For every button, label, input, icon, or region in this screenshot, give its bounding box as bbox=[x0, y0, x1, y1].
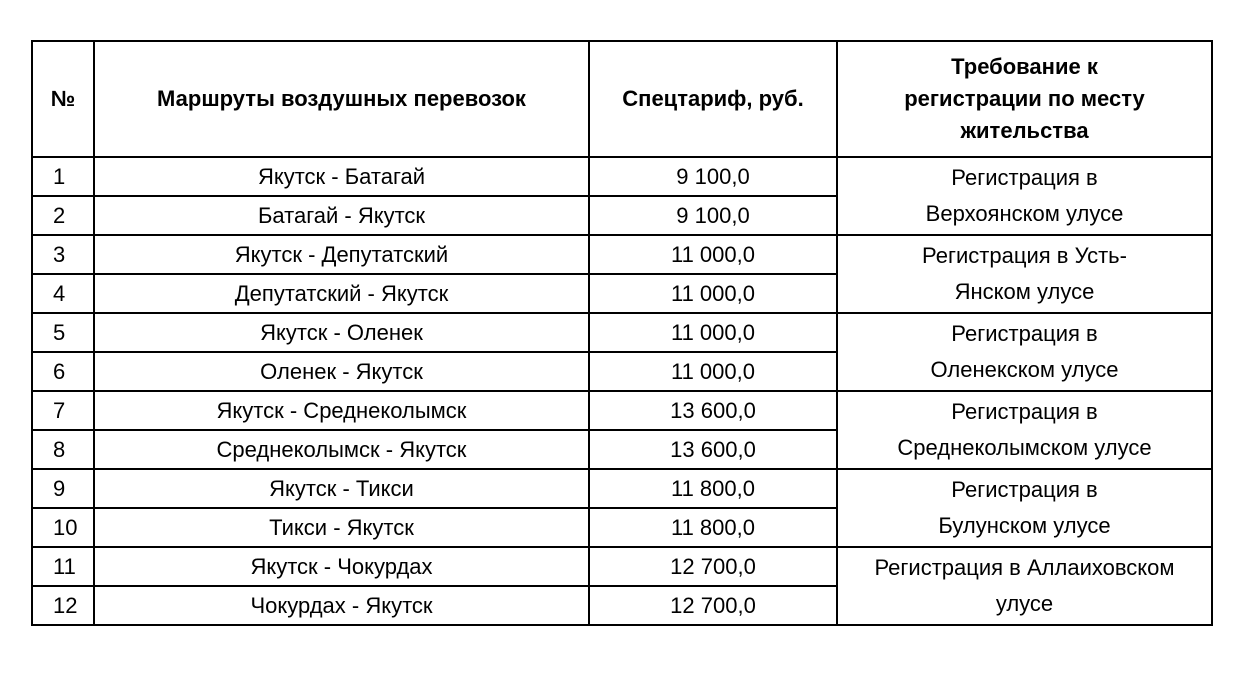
row-route: Якутск - Чокурдах bbox=[94, 547, 589, 586]
row-number: 12 bbox=[32, 586, 94, 625]
row-number: 2 bbox=[32, 196, 94, 235]
row-requirement bbox=[837, 313, 1212, 391]
header-route: Маршруты воздушных перевозок bbox=[94, 41, 589, 157]
row-route: Якутск - Среднеколымск bbox=[94, 391, 589, 430]
row-route: Якутск - Депутатский bbox=[94, 235, 589, 274]
requirement-text: Регистрация в Булунском улусе bbox=[938, 477, 1111, 538]
row-fare: 11 000,0 bbox=[589, 352, 837, 391]
row-requirement bbox=[837, 157, 1212, 235]
header-row bbox=[32, 41, 1212, 157]
table-row bbox=[32, 235, 1212, 274]
row-route: Оленек - Якутск bbox=[94, 352, 589, 391]
fares-table bbox=[31, 40, 1213, 626]
row-number: 11 bbox=[32, 547, 94, 586]
table-row bbox=[32, 313, 1212, 352]
row-route: Батагай - Якутск bbox=[94, 196, 589, 235]
requirement-text: Регистрация в Усть-Янском улусе bbox=[922, 243, 1127, 304]
row-route: Среднеколымск - Якутск bbox=[94, 430, 589, 469]
table-row bbox=[32, 391, 1212, 430]
row-fare: 11 000,0 bbox=[589, 274, 837, 313]
row-number: 9 bbox=[32, 469, 94, 508]
header-requirement-text: Требование к регистрации по месту жительства bbox=[904, 54, 1145, 143]
row-route: Якутск - Оленек bbox=[94, 313, 589, 352]
row-number: 3 bbox=[32, 235, 94, 274]
row-requirement bbox=[837, 391, 1212, 469]
row-route: Чокурдах - Якутск bbox=[94, 586, 589, 625]
row-number: 8 bbox=[32, 430, 94, 469]
row-route: Якутск - Тикси bbox=[94, 469, 589, 508]
row-route: Тикси - Якутск bbox=[94, 508, 589, 547]
row-fare: 13 600,0 bbox=[589, 430, 837, 469]
row-requirement bbox=[837, 469, 1212, 547]
header-fare: Спецтариф, руб. bbox=[589, 41, 837, 157]
row-fare: 11 800,0 bbox=[589, 508, 837, 547]
table-row bbox=[32, 469, 1212, 508]
header-number: № bbox=[32, 41, 94, 157]
table-row bbox=[32, 157, 1212, 196]
table-row bbox=[32, 547, 1212, 586]
row-number: 5 bbox=[32, 313, 94, 352]
row-number: 10 bbox=[32, 508, 94, 547]
row-requirement bbox=[837, 235, 1212, 313]
requirement-text: Регистрация в Среднеколымском улусе bbox=[897, 399, 1152, 460]
row-fare: 9 100,0 bbox=[589, 196, 837, 235]
requirement-text: Регистрация в Оленекском улусе bbox=[930, 321, 1119, 382]
row-fare: 9 100,0 bbox=[589, 157, 837, 196]
row-requirement bbox=[837, 547, 1212, 625]
requirement-text: Регистрация в Верхоянском улусе bbox=[925, 165, 1124, 226]
row-number: 6 bbox=[32, 352, 94, 391]
requirement-text: Регистрация в Аллаиховском улусе bbox=[874, 555, 1175, 616]
row-fare: 12 700,0 bbox=[589, 586, 837, 625]
row-number: 7 bbox=[32, 391, 94, 430]
header-requirement bbox=[837, 41, 1212, 157]
row-route: Якутск - Батагай bbox=[94, 157, 589, 196]
row-fare: 11 000,0 bbox=[589, 313, 837, 352]
row-fare: 11 000,0 bbox=[589, 235, 837, 274]
row-number: 1 bbox=[32, 157, 94, 196]
row-fare: 13 600,0 bbox=[589, 391, 837, 430]
row-number: 4 bbox=[32, 274, 94, 313]
row-fare: 12 700,0 bbox=[589, 547, 837, 586]
row-route: Депутатский - Якутск bbox=[94, 274, 589, 313]
row-fare: 11 800,0 bbox=[589, 469, 837, 508]
